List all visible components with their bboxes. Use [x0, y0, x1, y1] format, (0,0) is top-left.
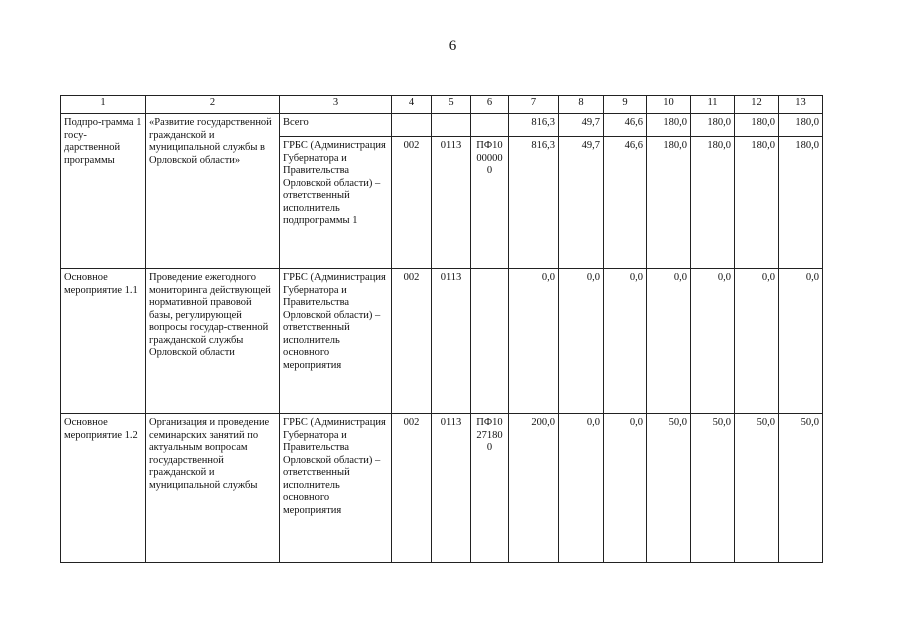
value-cell: 180,0: [735, 114, 779, 137]
value-cell: 0,0: [604, 414, 647, 563]
value-cell: 180,0: [647, 137, 691, 269]
header-cell: 7: [509, 96, 559, 114]
header-cell: 6: [471, 96, 509, 114]
section-code: 0113: [432, 269, 471, 414]
grbs-code: [392, 114, 432, 137]
target-code: [471, 269, 509, 414]
header-cell: 11: [691, 96, 735, 114]
value-cell: 50,0: [647, 414, 691, 563]
grbs-description: ГРБС (Администрация Губернатора и Правительства Орловской области) – ответственный исполнитель подпрограммы 1: [280, 137, 392, 269]
target-code: [471, 114, 509, 137]
grbs-code: 002: [392, 414, 432, 563]
value-cell: 0,0: [559, 414, 604, 563]
value-cell: 180,0: [647, 114, 691, 137]
value-cell: 180,0: [779, 114, 823, 137]
header-cell: 12: [735, 96, 779, 114]
event-title: Основное мероприятие 1.1: [61, 269, 146, 414]
value-cell: 816,3: [509, 114, 559, 137]
event-name: Проведение ежегодного мониторинга действующей нормативной правовой базы, регулирующей вопросы государ-ственной гражданской службы Орловской области: [146, 269, 280, 414]
grbs-description: ГРБС (Администрация Губернатора и Правительства Орловской области) – ответственный исполнитель основного мероприятия: [280, 269, 392, 414]
value-cell: 46,6: [604, 137, 647, 269]
value-cell: 180,0: [735, 137, 779, 269]
value-cell: 816,3: [509, 137, 559, 269]
section-code: 0113: [432, 414, 471, 563]
header-cell: 8: [559, 96, 604, 114]
event-title: Основное мероприятие 1.2: [61, 414, 146, 563]
budget-table: [60, 95, 823, 563]
header-cell: 4: [392, 96, 432, 114]
table-row: [61, 114, 823, 137]
value-cell: 0,0: [735, 269, 779, 414]
subprogram-title: Подпро-грамма 1 госу-дарственной программы: [61, 114, 146, 269]
header-cell: 3: [280, 96, 392, 114]
event-name: Организация и проведение семинарских занятий по актуальным вопросам государственной гражданской и муниципальной службы: [146, 414, 280, 563]
value-cell: 0,0: [779, 269, 823, 414]
table-row: [61, 269, 823, 414]
grbs-code: 002: [392, 137, 432, 269]
value-cell: 50,0: [779, 414, 823, 563]
header-cell: 5: [432, 96, 471, 114]
value-cell: 49,7: [559, 114, 604, 137]
grbs-code: 002: [392, 269, 432, 414]
subprogram-name: «Развитие государственной гражданской и муниципальной службы в Орловской области»: [146, 114, 280, 269]
section-code: 0113: [432, 137, 471, 269]
grbs-description: ГРБС (Администрация Губернатора и Правительства Орловской области) – ответственный исполнитель основного мероприятия: [280, 414, 392, 563]
value-cell: 180,0: [691, 137, 735, 269]
header-cell: 9: [604, 96, 647, 114]
table-row: [61, 414, 823, 563]
value-cell: 0,0: [647, 269, 691, 414]
value-cell: 49,7: [559, 137, 604, 269]
header-cell: 13: [779, 96, 823, 114]
total-label: Всего: [280, 114, 392, 137]
target-code: ПФ10 27180 0: [471, 414, 509, 563]
value-cell: 180,0: [779, 137, 823, 269]
target-code: ПФ10 00000 0: [471, 137, 509, 269]
page-number: 6: [448, 38, 457, 54]
value-cell: 0,0: [691, 269, 735, 414]
value-cell: 0,0: [604, 269, 647, 414]
value-cell: 46,6: [604, 114, 647, 137]
header-row: [61, 96, 823, 114]
value-cell: 200,0: [509, 414, 559, 563]
header-cell: 2: [146, 96, 280, 114]
value-cell: 50,0: [691, 414, 735, 563]
value-cell: 0,0: [509, 269, 559, 414]
value-cell: 180,0: [691, 114, 735, 137]
section-code: [432, 114, 471, 137]
header-cell: 1: [61, 96, 146, 114]
header-cell: 10: [647, 96, 691, 114]
value-cell: 50,0: [735, 414, 779, 563]
value-cell: 0,0: [559, 269, 604, 414]
